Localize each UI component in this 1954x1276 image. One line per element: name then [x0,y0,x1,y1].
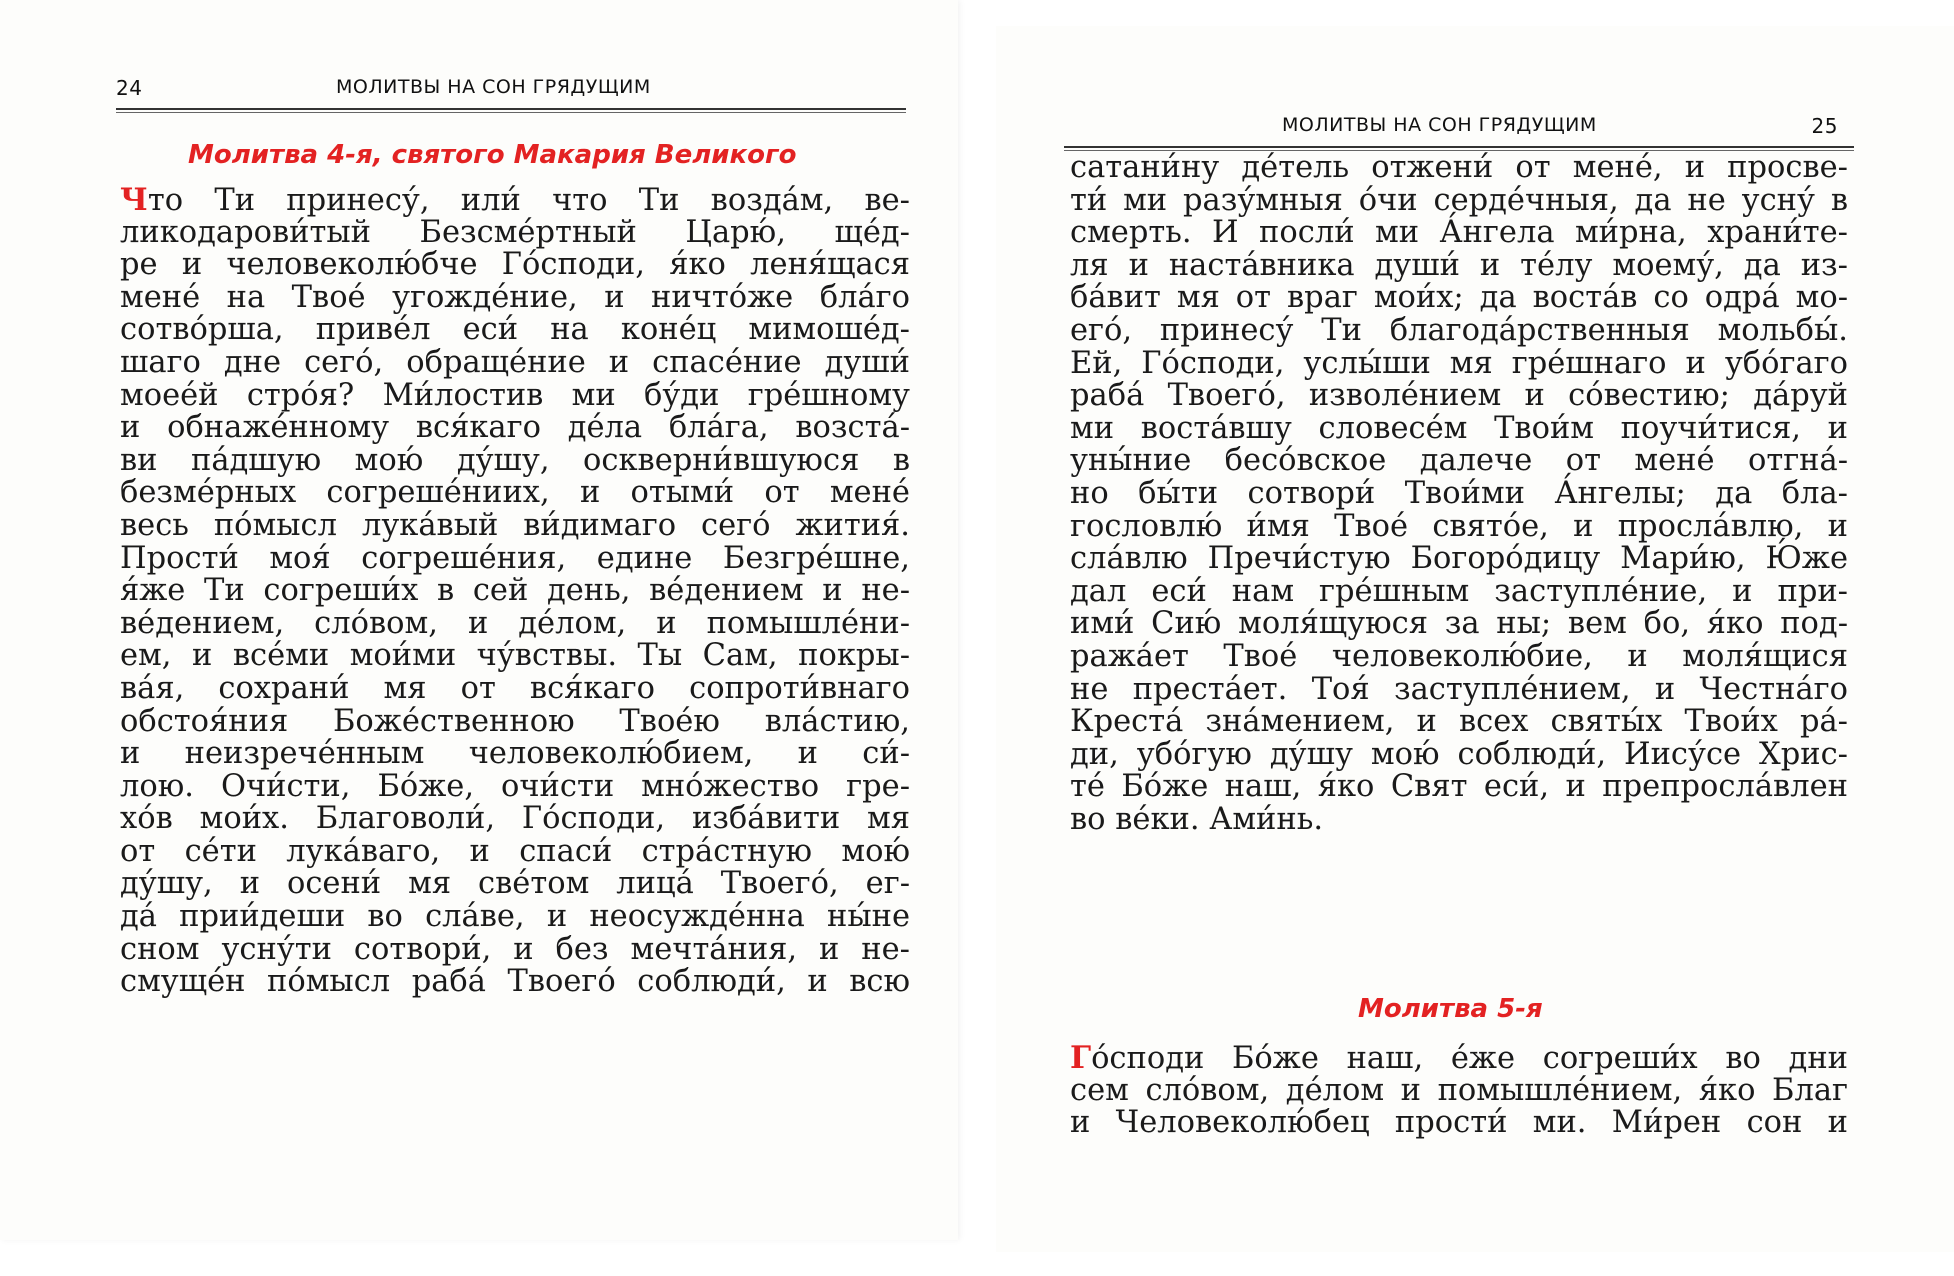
text-line [1070,247,1848,283]
text-line-content: ти́ ми разу́мныя о́чи серде́чныя, да не усну́ в [1070,182,1848,218]
text-line-content: Ей, Го́споди, услы́ши мя гре́шнаго и убо́гаго [1070,345,1848,381]
text-line-content: ми воста́вшу словесе́м Твои́м поучи́тися, и [1070,410,1848,446]
text-line-content: ба́вит мя от враг мои́х; да воста́в со одра́ мо- [1070,280,1848,316]
text-line-content: Прости́ моя́ согреше́ния, едине Безгре́шне, [120,540,910,576]
right-page [996,26,1954,1252]
text-line [1070,573,1848,609]
text-line-content: ди, убо́гую ду́шу мою́ соблюди́, Иису́се Хрис- [1070,736,1848,772]
text-line-content: ве́дением, сло́вом, и де́лом, и помышле́ни- [120,605,910,641]
prayer-5-title: Молитва 5-я [1358,994,1543,1024]
text-line-content: о́споди Бо́же наш, е́же согреши́х во дни [1091,1041,1848,1076]
text-line [120,833,910,869]
text-line [1070,410,1848,446]
text-line-content: и неизрече́нным человеколю́бием, и си́- [120,736,910,772]
text-line-content: ликодарови́тый Безсме́ртный Царю́, щéд- [120,214,910,250]
text-line-content: шаго дне сего́, обраще́ние и спасе́ние души́ [120,344,910,380]
text-line [120,412,910,445]
text-line [1070,801,1848,837]
prayer-5-text [1070,1042,1848,1140]
text-line [120,670,910,706]
text-line-content: моее́й стро́я? Ми́лостив ми бу́ди гре́шному [120,377,910,413]
text-line [1070,771,1848,804]
text-line-content: дал еси́ нам гре́шным заступле́ние, и при- [1070,573,1848,609]
text-line [1070,508,1848,544]
text-line-content: ви па́дшую мою́ ду́шу, оскверни́вшуюся в [120,442,910,478]
text-line [1070,1042,1848,1075]
prayer-4-continuation-text [1070,152,1848,836]
text-line [1070,736,1848,772]
left-running-head [0,76,958,106]
text-line-content: ража́ет Твое́ человеколю́бие, и моля́щися [1070,638,1848,674]
text-line [120,249,910,282]
text-line [120,442,910,478]
right-running-head [996,114,1954,144]
text-line-content: обстоя́ния Боже́ственною Твое́ю вла́стию, [120,703,910,739]
text-line [1070,312,1848,348]
text-line-content: уны́ние бесо́вское далече от мене́ отгна́- [1070,443,1848,479]
text-line [120,314,910,347]
text-line-content: не преста́ет. Тоя́ заступле́нием, и Честна́го [1070,671,1848,707]
text-line-content: я́же Ти согреши́х в сей день, ве́дением и не- [120,573,910,609]
text-line-content: ду́шу, и осени́ мя све́том лица́ Твоего́, ег- [120,866,910,902]
text-line [1070,1107,1848,1140]
text-line [1070,608,1848,641]
text-line-content: хо́в мои́х. Благоволи́, Го́споди, изба́вити мя [120,801,910,837]
text-line [120,931,910,967]
text-line-content: гословлю́ и́мя Твое́ свято́е, и просла́влю, и [1070,508,1848,544]
text-line-content: и обнаже́нному вся́каго де́ла бла́га, возста́- [120,410,910,446]
text-line-content: смуще́н по́мысл раба́ Твоего́ соблюди́, и всю [120,964,910,1000]
text-line [120,803,910,836]
text-line [120,477,910,510]
text-line-content: те́ Бо́же наш, я́ко Свят еси́, и препросла́влен [1070,769,1848,805]
text-line-content: раба́ Твоего́, изволе́нием и со́вестию; да́руй [1070,378,1848,414]
text-line-content: ля и наста́вника души́ и те́лу моему́, да из- [1070,247,1848,283]
left-running-head-title: МОЛИТВЫ НА СОН ГРЯДУЩИМ [336,76,651,98]
text-line-content: сотво́рша, приве́л еси́ на коне́ц мимоше́д- [120,312,910,348]
text-line [120,605,910,641]
drop-cap: Г [1070,1040,1092,1076]
drop-cap: Ч [120,182,148,218]
text-line [1070,706,1848,739]
text-line [120,966,910,999]
text-line-content: сла́влю Пречи́стую Богоро́дицу Мари́ю, Ю́же [1070,541,1848,577]
text-line [1070,182,1848,218]
text-line-content: его́, принесу́ Ти благода́рственныя мольбы́. [1070,312,1848,348]
text-line-content: ем, и все́ми мои́ми чу́вствы. Ты Сам, покры- [120,638,910,674]
text-line-content: и Человеколю́бец прости́ ми. Ми́рен сон и [1070,1105,1848,1141]
left-page [0,0,958,1240]
text-line-content: весь по́мысл лука́вый ви́димаго сего́ жития́. [120,507,910,543]
prayer-4-title: Молитва 4-я, святого Макария Великого [188,140,797,170]
text-line [120,279,910,315]
text-line [1070,345,1848,381]
text-line [1070,543,1848,576]
text-line [120,868,910,901]
text-line [1070,380,1848,413]
text-line [120,507,910,543]
text-line-content: но бы́ти сотвори́ Твои́ми А́нгелы; да бла- [1070,475,1848,511]
text-line-content: ва́я, сохрани́ мя от вся́каго сопроти́внаго [120,670,910,706]
text-line [1070,638,1848,674]
left-page-number: 24 [116,76,143,100]
text-line-content: смерть. И посли́ ми А́нгела ми́рна, храни́те- [1070,215,1848,251]
text-line [120,738,910,771]
text-line-content: во ве́ки. Ами́нь. [1070,801,1324,837]
text-line-content: сном усну́ти сотвори́, и без мечта́ния, и не- [120,931,910,967]
text-line-content: то Ти принесу́, или́ что Ти возда́м, ве- [147,183,910,218]
text-line [120,214,910,250]
text-line-content: лою. Очи́сти, Бо́же, очи́сти мно́жество гре- [120,768,910,804]
text-line [120,575,910,608]
text-line-content: сем сло́вом, де́лом и помышле́нием, я́ко Благ [1070,1072,1848,1108]
text-line [120,377,910,413]
text-line [120,640,910,673]
text-line [120,344,910,380]
text-line [1070,152,1848,185]
text-line-content: ре и человеколю́бче Го́споди, я́ко леня́щася [120,247,910,283]
right-header-rule [1064,146,1854,148]
text-line-content: мене́ на Твое́ угожде́ние, и ничто́же бла́го [120,279,910,315]
text-line [120,703,910,739]
text-line [120,768,910,804]
text-line-content: сатани́ну де́тель отжени́ от мене́, и просве- [1070,150,1848,185]
text-line-content: да́ прии́деши во сла́ве, и неосужде́нна ны́не [120,899,910,935]
text-line-content: безме́рных согреше́ниих, и отыми́ от мене́ [120,475,910,511]
prayer-4-text [120,184,910,999]
text-line-content: Креста́ зна́мением, и всех святы́х Твои́х ра́- [1070,704,1848,740]
left-header-rule [116,108,906,110]
text-line-content: ими́ Сию́ моля́щуюся за ны; вем бо, я́ко под- [1070,606,1848,642]
text-line [1070,217,1848,250]
text-line [1070,282,1848,315]
text-line [1070,671,1848,707]
text-line [1070,445,1848,478]
text-line [1070,475,1848,511]
right-running-head-title: МОЛИТВЫ НА СОН ГРЯДУЩИМ [1282,114,1597,136]
right-page-number: 25 [1811,114,1838,138]
text-line [120,184,910,217]
text-line [120,540,910,576]
text-line-content: от се́ти лука́ваго, и спаси́ стра́стную мою́ [120,833,910,869]
text-line [120,901,910,934]
text-line [1070,1072,1848,1108]
